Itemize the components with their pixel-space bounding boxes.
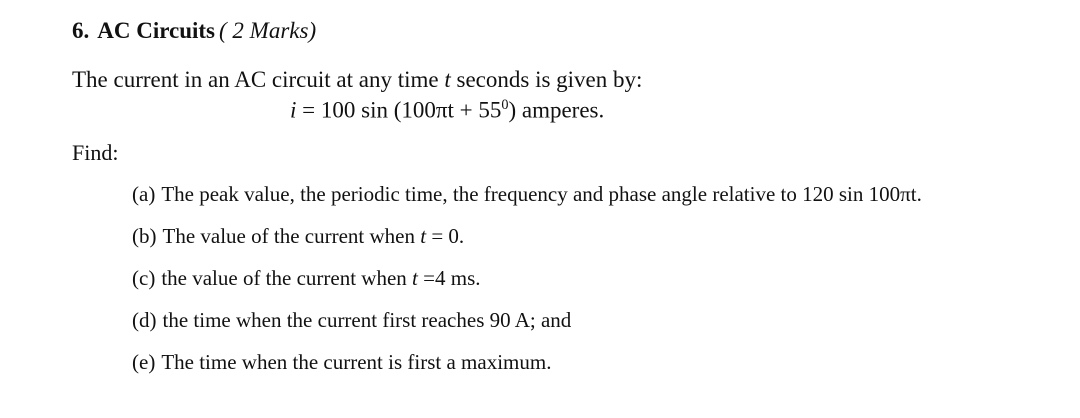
equation-degree: 0 [501, 97, 509, 113]
intro-variable: t [444, 67, 451, 92]
part-e [132, 348, 922, 390]
part-d [132, 306, 922, 348]
part-c [132, 264, 922, 306]
equation-rhs: = 100 sin (100πt + 55 [296, 97, 502, 123]
part-c-text-end: =4 ms. [417, 266, 481, 290]
question-number: 6. [72, 18, 90, 43]
question-parts-list [132, 180, 922, 390]
question-title: AC Circuits [97, 18, 216, 43]
equation-unit: ) amperes. [508, 97, 605, 123]
part-e-text: The time when the current is first a maximum. [161, 350, 552, 374]
part-c-label: (c) [132, 266, 156, 290]
part-a-text: The peak value, the periodic time, the frequency and phase angle relative to 120 sin 100πt. [161, 182, 922, 206]
part-e-label: (e) [132, 350, 156, 374]
intro-text-end: seconds is given by: [450, 67, 643, 92]
question-heading [72, 18, 316, 44]
part-d-label: (d) [132, 308, 157, 332]
part-b-text-end: = 0. [426, 224, 465, 248]
part-a-label: (a) [132, 182, 156, 206]
part-b-text: The value of the current when [162, 224, 421, 248]
part-b-variable: t [420, 224, 427, 248]
question-marks: ( 2 Marks) [219, 18, 317, 43]
part-d-text: the time when the current first reaches 90 A; and [162, 308, 572, 332]
find-label: Find: [72, 140, 119, 165]
part-a [132, 180, 922, 222]
equation-lhs-variable: i [290, 97, 297, 123]
part-c-text: the value of the current when [161, 266, 413, 290]
intro-text-start: The current in an AC circuit at any time [72, 67, 445, 92]
current-equation [290, 97, 604, 124]
part-b [132, 222, 922, 264]
intro-statement [72, 67, 642, 93]
part-b-label: (b) [132, 224, 157, 248]
part-c-variable: t [412, 266, 418, 290]
